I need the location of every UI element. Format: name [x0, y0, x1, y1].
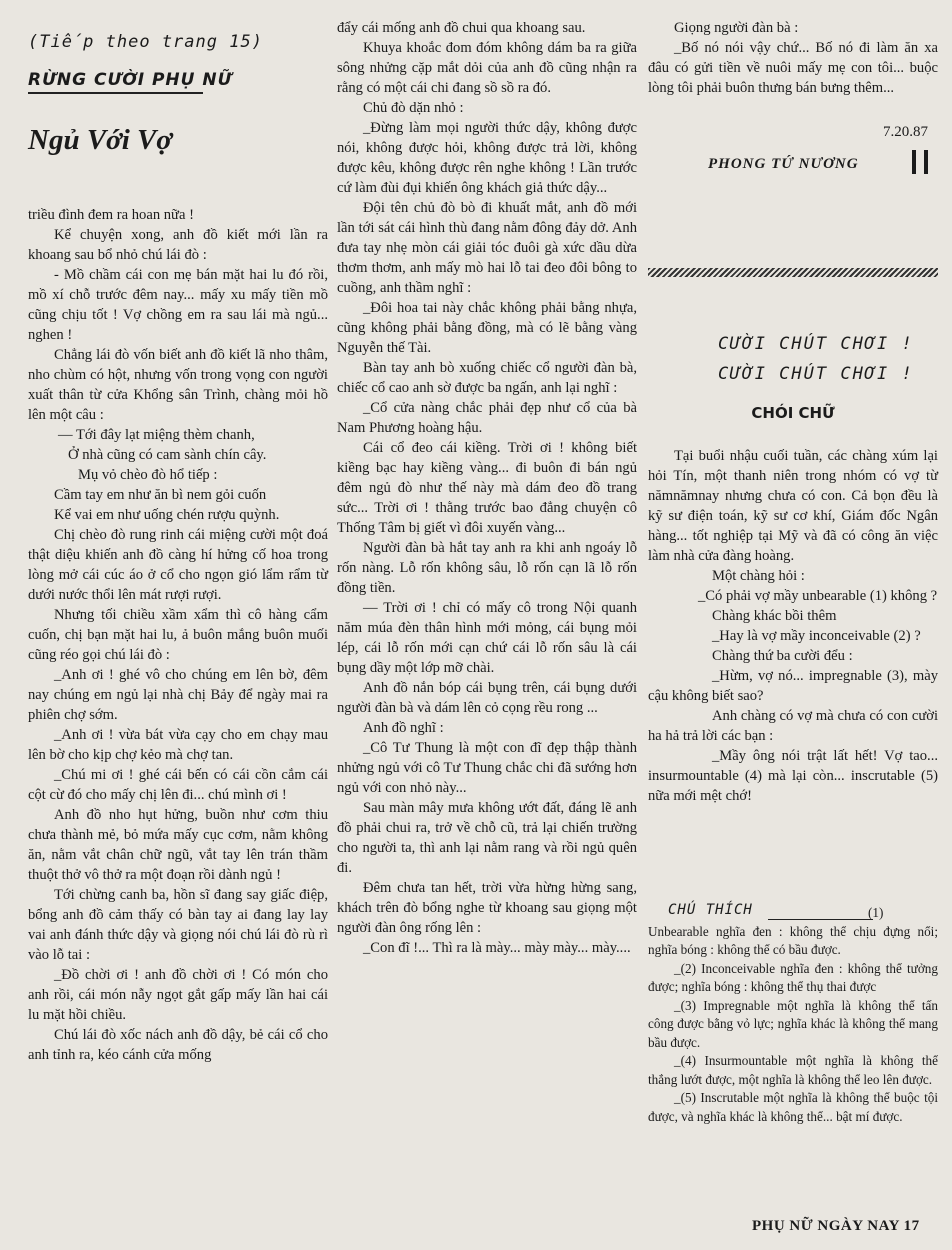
paragraph: Giọng người đàn bà : — [674, 20, 799, 36]
footnote: _(2) Inconceivable nghĩa đen : không thể tưởng được; nghĩa bóng : không thể thụ thai được — [648, 960, 938, 994]
story-ending — [648, 18, 938, 98]
paragraph: _Cô Tư Thung là một con đĩ đẹp thập thành nhửng ngủ với cô Tư Thung chắc chi đã sướng hơn ngủ với con nhỏ này... — [337, 740, 637, 796]
paragraph: - Mồ chầm cái con mẹ bán mặt hai lu đó rồi, mồ xí chỗ trước đêm nay... mấy xu mấy tiền mồ cũng chịu tốt ! Vợ chồng em ra sau lái mà ngủ... nghen ! — [28, 267, 328, 343]
paragraph: Tới chừng canh ba, hồn sĩ đang say giấc điệp, bổng anh đồ cảm thấy có bàn tay ai đang lay lay vai anh đánh thức dậy và giọng nói chú lái đò rù rì vào lỗ tai : — [28, 887, 328, 963]
story-date: 7.20.87 — [883, 124, 928, 140]
paragraph: Anh chàng có vợ mà chưa có con cười ha hả trả lời các bạn : — [648, 708, 938, 744]
paragraph: Một chàng hỏi : — [712, 568, 805, 584]
story-body-left — [28, 205, 328, 1065]
paragraph: Cái cổ đeo cái kiềng. Trời ơi ! không biết kiềng bạc hay kiềng vàng... đi buôn đi bán ngủ đêm ngủ đò như thế này mà dám đeo đồ trang sức... Trời ơi ! thằng trước bao đẳng chuyện cô Thống Tâm bị giết vì đôi xuyến vàng... — [337, 440, 637, 536]
verse-line: — Tới đây lạt miệng thèm chanh, — [58, 427, 255, 443]
paragraph: Đêm chưa tan hết, trời vừa hừng hừng sang, khách trên đò bổng nghe từ khoang sau giọng một người đàn ông rống lên : — [337, 880, 637, 936]
paragraph: triều đình đem ra hoan nữa ! — [28, 207, 194, 223]
paragraph: _Hừm, vợ nó... impregnable (3), mày cậu không biết sao? — [648, 668, 938, 704]
paragraph: _Anh ơi ! vừa bát vừa cạy cho em chạy mau lên bờ cho kịp chợ kẻo mà chợ tan. — [28, 727, 328, 763]
author-byline: PHONG TỨ NƯƠNG — [708, 156, 859, 172]
paragraph: _Chú mi ơi ! ghé cái bến có cái cồn cắm cái cột cừ đó cho mấy chị lên đi... chú mình ơi ! — [28, 767, 328, 803]
paragraph: Nhưng tối chiều xầm xẩm thì cô hàng cẩm cuốn, chị bạn mặt hai lu, ả buôn mắng buôn muối cũng réo gọi chú lái đò : — [28, 607, 328, 663]
joke-body — [648, 446, 938, 806]
paragraph: Anh đồ nắn bóp cái bụng trên, cái bụng dưới người đàn bà và dám lên cỏ cọng rều rong ... — [337, 680, 637, 716]
notes-body — [648, 904, 938, 1126]
paragraph: Anh đồ nho hụt hửng, buồn như cơm thiu chưa thành mẻ, bỏ mứa mấy cục cơm, nằm không ăn, nằm vắt chân chữ ngũ, vắt tay lên trán thầm thuột thở vô thở ra một đoạn rồi dành ngủ ! — [28, 807, 328, 883]
footnote: _(3) Impregnable một nghĩa là không thể tấn công được bằng vỏ lực; nghĩa khác là không thể mang bầu được. — [648, 997, 938, 1050]
paragraph: Chẳng lái đò vốn biết anh đồ kiết lã nho thâm, nho chùm có hột, nhưng vốn trong vọng con người xuất thân từ cửa Khổng sân Trình, chàng mỏi hồ lên một câu : — [28, 347, 328, 423]
verse-line: Cầm tay em như ăn bì nem gỏi cuốn — [54, 487, 267, 503]
paragraph: Chú lái đò xốc nách anh đồ dậy, bẻ cái cổ cho anh tỉnh ra, kéo cánh cửa mống — [28, 1027, 328, 1063]
paragraph: _Đừng làm mọi người thức dậy, không được nói, không được hỏi, không được trả lời, không được kêu, không được rên nghe không ! Lần trước cứ làm đùi đụi khiến ông khách giả thức dậy... — [337, 120, 637, 196]
verse-line: Kể vai em như uống chén rượu quỳnh. — [54, 507, 280, 523]
footnote: (1) Unbearable nghĩa đen : không thể chịu đựng nổi; nghĩa bóng : không thể có bầu được. — [648, 905, 938, 957]
paragraph: Người đàn bà hắt tay anh ra khi anh ngoáy lỗ rốn nàng. Lỗ rốn không sâu, lỗ rốn cạn lã lỗ rốn đồng tiền. — [337, 540, 637, 596]
paragraph: Mụ vỏ chèo đò hổ tiếp : — [78, 467, 218, 483]
humor-heading: CƯỜI CHÚT CHƠI ! — [718, 334, 914, 354]
footnote: _(4) Insurmountable một nghĩa là không thể thắng lướt được, một nghĩa là không thể leo lên được. — [648, 1053, 938, 1087]
paragraph: — Trời ơi ! chỉ có mấy cô trong Nội quanh năm múa đèn thân hình mới mỏng, cái bụng mỏi lép, cái lỗ rốn mới cạn chứ cái lỗ rốn sâu là cái bụng dầy một lớp mỡ chài. — [337, 600, 637, 676]
paragraph: Bàn tay anh bò xuống chiếc cổ người đàn bà, chiếc cổ cao anh sờ được ba ngấn, anh lại nghĩ : — [337, 360, 637, 396]
notes-heading: CHÚ THÍCH — [668, 902, 753, 918]
paragraph: Anh đồ nghĩ : — [363, 720, 444, 736]
page-footer: PHỤ NỮ NGÀY NAY 17 — [752, 1218, 920, 1234]
paragraph: Sau màn mây mưa không ướt đất, đáng lẽ anh đồ phải chui ra, trở về chỗ cũ, trả lại chiến trường cho người ta, thì anh lại nằm rang và rồi ngủ quên đi. — [337, 800, 637, 876]
paragraph: _Anh ơi ! ghé vô cho chúng em lên bờ, đêm nay chúng em ngủ lại nhà chị Bảy để ngày mai ra phiên chợ sớm. — [28, 667, 328, 723]
paragraph: Đội tên chủ đò bò đi khuất mắt, anh đồ mới lần tới sát cái hình thù đang nằm đông đảy dở. Anh đưa tay nhẹ mòn cái giải tóc đuôi gà xức dầu dừa thơm thơm, anh mấy mò hai lỗ tai đeo đôi bông to cuồng, anh thầm nghĩ : — [337, 200, 637, 296]
footnote: _(5) Inscrutable một nghĩa là không thể buộc tội được, và nghĩa khác là không thể... bật mí được. — [648, 1090, 938, 1124]
end-mark — [910, 150, 932, 174]
paragraph: _Đôi hoa tai này chắc không phải bằng nhựa, cũng không phải bằng đồng, mà có lẽ bằng vàng Nguyễn thế Tài. — [337, 300, 637, 356]
continued-from-label: (Tiếp theo trang 15) — [28, 32, 263, 52]
paragraph: _Cổ cửa nàng chắc phải đẹp như cổ của bà Nam Phương hoàng hậu. — [337, 400, 637, 436]
paragraph: Khuya khoắc đom đóm không dám ba ra giữa sông nhửng cặp mắt dỏi của anh đồ cũng nhận ra rằng có một cái chi đang sồ sồ ra đó. — [337, 40, 637, 96]
story-title: Ngủ Với Vợ — [28, 124, 172, 156]
paragraph: _Đồ chời ơi ! anh đồ chời ơi ! Có món cho anh rồi, cái món nẫy ngọt gắt gấp mấy lần hai cái lu mặt hồi chiều. — [28, 967, 328, 1023]
joke-title: CHÓI CHỮ — [751, 404, 835, 422]
paragraph: _Con đĩ !... Thì ra là mày... mày mày... mày.... — [363, 940, 631, 956]
paragraph: _Bố nó nói vậy chứ... Bố nó đi làm ăn xa đâu có gửi tiền về nuôi mấy mẹ con tôi... buộc lòng tôi phải buôn thưng bán bưng thêm... — [648, 40, 938, 96]
paragraph: Chị chèo đò rung rinh cái miệng cười một đoá thật diệu khiến anh đồ càng hí hửng cố hoa trong lòng mở cái cúc áo ở cổ cho ngọn gió lẩm rẩm từ dưới nước thổi lên mát rượi rượi. — [28, 527, 328, 603]
paragraph: đẩy cái mống anh đồ chui qua khoang sau. — [337, 20, 586, 36]
paragraph: _Mầy ông nói trật lất hết! Vợ tao... insurmountable (4) mà lại còn... inscrutable (5) nữa mới mệt chớ! — [648, 748, 938, 804]
paragraph: _Có phải vợ mầy unbearable (1) không ? — [698, 588, 938, 604]
paragraph: Chủ đò dặn nhỏ : — [363, 100, 464, 116]
paragraph: Chàng thứ ba cười đểu : — [712, 648, 853, 664]
paragraph: _Hay là vợ mầy inconceivable (2) ? — [712, 628, 921, 644]
section-divider — [648, 268, 938, 277]
paragraph: Chàng khác bồi thêm — [712, 608, 837, 624]
paragraph: Kể chuyện xong, anh đồ kiết mới lần ra khoang sau bổ nhỏ chú lái đò : — [28, 227, 328, 263]
humor-heading: CƯỜI CHÚT CHƠI ! — [718, 364, 914, 384]
section-underline — [28, 92, 203, 94]
story-body-middle — [337, 18, 637, 958]
section-title: RỪNG CƯỜI PHỤ NỮ — [28, 70, 233, 90]
verse-line: Ở nhà cũng có cam sành chín cây. — [68, 447, 267, 463]
paragraph: Tại buổi nhậu cuối tuần, các chàng xúm lại hỏi Tín, một thanh niên trong nhóm có vợ từ nămnămnay nhưng chưa có con. Cả bọn đều là kỹ sư điện toán, kỹ sư cơ khí, Giám đốc Ngân hàng... tốt nghiệp tại Mỹ và đã có công ăn việc làm nhà cửa đàng hoàng. — [648, 448, 938, 564]
